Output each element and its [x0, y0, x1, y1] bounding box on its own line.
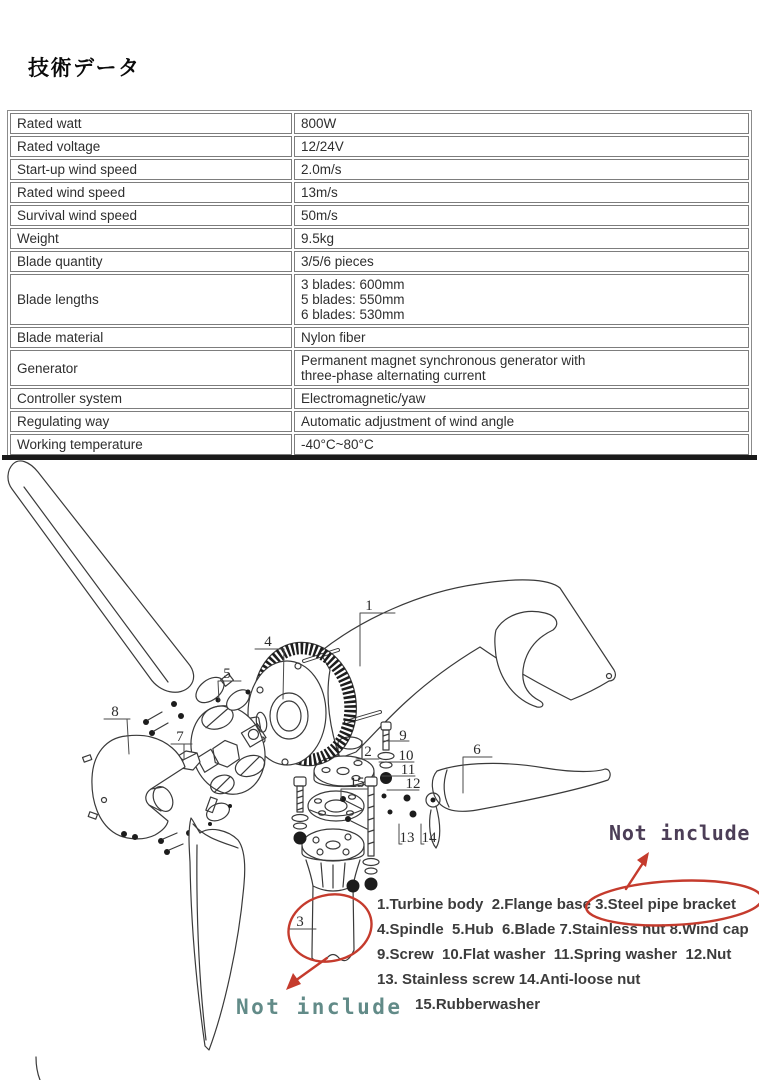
part-number-5: 5 — [223, 666, 231, 682]
spec-value: Electromagnetic/yaw — [294, 388, 749, 409]
spec-table — [7, 110, 752, 458]
spec-row — [10, 327, 749, 348]
spec-row — [10, 411, 749, 432]
wind-cap — [83, 735, 185, 840]
part-number-3: 3 — [296, 914, 304, 930]
spec-label: Rated watt — [10, 113, 292, 134]
screw-9-column — [378, 722, 394, 784]
not-include-annotations — [281, 852, 759, 990]
spec-label: Blade quantity — [10, 251, 292, 272]
spec-row — [10, 205, 749, 226]
page-title: 技術データ — [28, 57, 141, 80]
blade-upper-left — [8, 461, 253, 714]
spec-label: Rated wind speed — [10, 182, 292, 203]
not-include-label-top: Not include — [609, 821, 751, 845]
spec-label: Rated voltage — [10, 136, 292, 157]
part-number-8: 8 — [111, 704, 119, 720]
spec-value: 12/24V — [294, 136, 749, 157]
spec-row — [10, 182, 749, 203]
part-number-14: 14 — [421, 830, 437, 846]
part-number-9: 9 — [399, 728, 407, 744]
spec-value: 9.5kg — [294, 228, 749, 249]
spec-label: Controller system — [10, 388, 292, 409]
parts-list-line: 15.Rubberwasher — [415, 996, 541, 1013]
spec-row — [10, 159, 749, 180]
parts-list-line: 13. Stainless screw 14.Anti-loose nut — [377, 971, 641, 988]
part-number-6: 6 — [473, 742, 481, 758]
red-arrow-bottom-head — [286, 973, 301, 990]
spec-value: 3 blades: 600mm 5 blades: 550mm 6 blades: 530mm — [294, 274, 749, 325]
spec-label: Blade material — [10, 327, 292, 348]
part-number-11: 11 — [400, 762, 416, 778]
spec-label: Start-up wind speed — [10, 159, 292, 180]
spec-value: 3/5/6 pieces — [294, 251, 749, 272]
part-number-7: 7 — [176, 729, 184, 745]
parts-list-line: 4.Spindle 5.Hub 6.Blade 7.Stainless nut 8.Wind cap — [377, 921, 749, 938]
spec-label: Survival wind speed — [10, 205, 292, 226]
spec-label: Regulating way — [10, 411, 292, 432]
spec-label: Working temperature — [10, 434, 292, 455]
spec-label: Generator — [10, 350, 292, 386]
parts-list-line: 9.Screw 10.Flat washer 11.Spring washer 12.Nut — [377, 946, 732, 963]
spec-label: Weight — [10, 228, 292, 249]
spec-value: -40°C~80°C — [294, 434, 749, 455]
spec-label: Blade lengths — [10, 274, 292, 325]
red-circle-text — [585, 876, 759, 929]
spec-row — [10, 274, 749, 325]
spec-value: Permanent magnet synchronous generator with three-phase alternating current — [294, 350, 749, 386]
spec-row — [10, 113, 749, 134]
blade-tip-mark — [36, 1057, 40, 1080]
spec-value: 2.0m/s — [294, 159, 749, 180]
spec-value: Nylon fiber — [294, 327, 749, 348]
exploded-diagram-svg — [0, 460, 759, 1080]
spec-value: 13m/s — [294, 182, 749, 203]
part-number-13: 13 — [399, 830, 415, 846]
spec-row — [10, 434, 749, 455]
part-number-15: 15 — [349, 775, 365, 791]
parts-list-line: 1.Turbine body 2.Flange base 3.Steel pipe bracket — [377, 896, 736, 913]
spec-value: 800W — [294, 113, 749, 134]
spec-row — [10, 388, 749, 409]
spec-row — [10, 228, 749, 249]
part-number-4: 4 — [264, 634, 272, 650]
spec-row — [10, 136, 749, 157]
part-number-2: 2 — [364, 744, 372, 760]
spec-row — [10, 350, 749, 386]
part-number-10: 10 — [398, 748, 414, 764]
spec-value: 50m/s — [294, 205, 749, 226]
part-number-12: 12 — [405, 776, 421, 792]
bolt-left-column — [292, 777, 308, 845]
blade-right — [426, 763, 610, 848]
spec-row — [10, 251, 749, 272]
red-arrow-bottom-shaft — [295, 958, 327, 981]
part-number-1: 1 — [365, 598, 373, 614]
spec-value: Automatic adjustment of wind angle — [294, 411, 749, 432]
not-include-label-bottom: Not include — [236, 995, 403, 1019]
